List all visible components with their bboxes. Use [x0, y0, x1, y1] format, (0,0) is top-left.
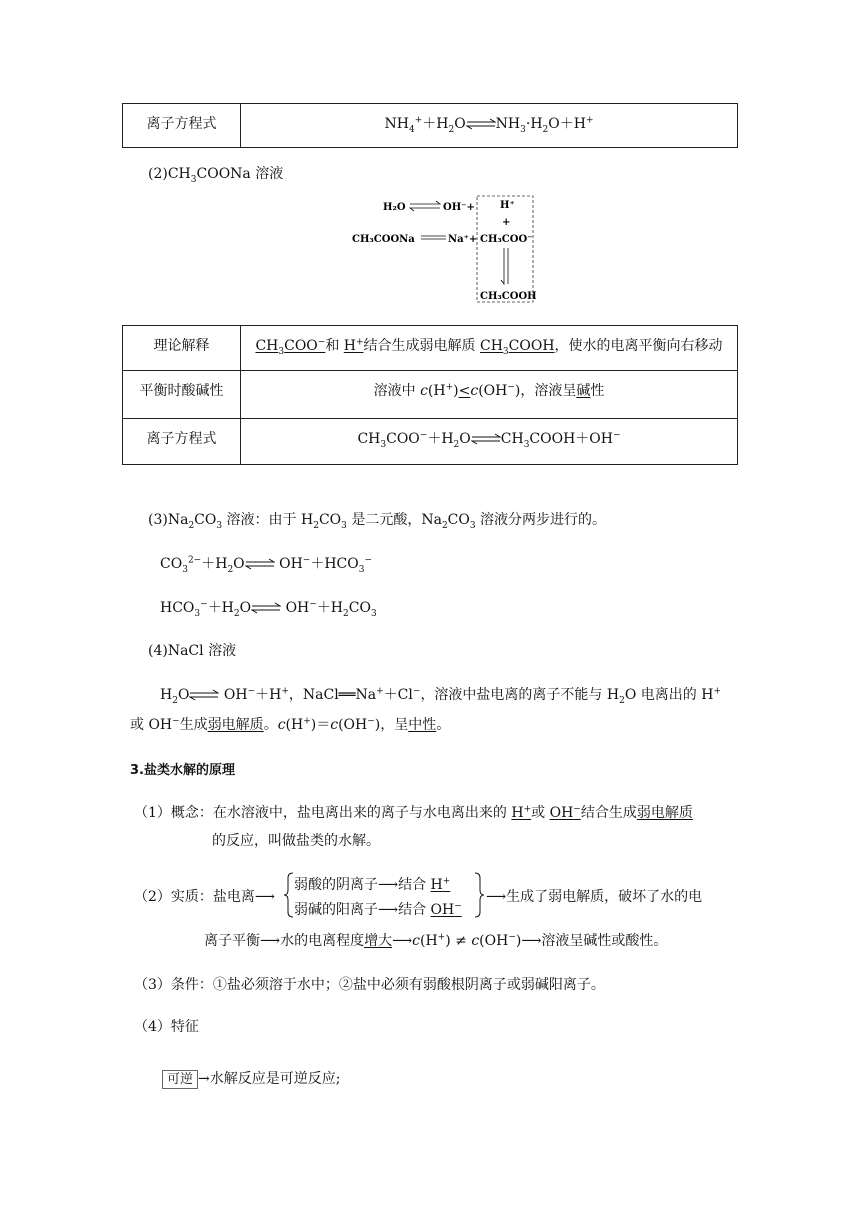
- ch3coo-hydrolysis-equation: $CH_3COO^-+H_2O$ $CH_3COOH+OH^-$: [241, 419, 738, 465]
- concept-line1: （1）概念：在水溶液中，盐电离出来的离子与水电离出来的 H+或 OH−结合生成弱电解质: [134, 804, 693, 821]
- diagram-ch3cooh: CH₃COOH: [480, 291, 537, 302]
- section-ch3coona-title: $(2)CH_3COONa$ 溶液: [148, 166, 284, 185]
- feature-title: （4）特征: [134, 1019, 199, 1035]
- diagram-dashed-box: [477, 196, 533, 302]
- heading-hydrolysis-principle: 3.盐类水解的原理: [130, 763, 235, 778]
- diagram-down-arrow-icon: [501, 248, 508, 284]
- table-ch3coona-analysis: [122, 325, 738, 465]
- reversible-box-label: 可逆: [162, 1070, 198, 1089]
- reversible-arrow-icon: [245, 558, 275, 570]
- essence-weak-acid-anion: 弱酸的阴离子⟶结合 H+: [294, 876, 451, 893]
- nacl-explanation-line1: $H_2O$ OH−＋H+，NaCl══Na+＋Cl−，溶液中盐电离的离子不能与 $H_2O$ 电离出的 H+: [160, 686, 721, 706]
- concept-line2: 的反应，叫做盐类的水解。: [212, 833, 380, 849]
- table-nh4-equation: [122, 103, 738, 148]
- nh4-hydrolysis-equation: $NH_4^++H_2O$ $NH_3\cdot H_2O+H^+$: [241, 104, 738, 148]
- section-na2co3-title: $(3)Na_2CO_3$ 溶液：由于 $H_2CO_3$ 是二元酸，$Na_2CO_3$ 溶液分两步进行的。: [148, 512, 607, 531]
- essence-result: ⟶生成了弱电解质，破坏了水的电: [486, 889, 703, 905]
- ch3coona-hydrolysis-diagram: [340, 192, 550, 306]
- theory-explanation: $CH_3COO^-$和 H+结合生成弱电解质 $CH_3COOH$，使水的电离平衡向右移动: [241, 326, 738, 371]
- essence-prefix: （2）实质：盐电离⟶: [134, 889, 275, 905]
- feature-reversible-text: →水解反应是可逆反应;: [198, 1071, 341, 1087]
- table-label-ionic-equation: 离子方程式: [123, 104, 241, 148]
- diagram-oh-minus: OH⁻+: [443, 202, 475, 213]
- diagram-reversible-arrow-icon: [410, 201, 440, 211]
- diagram-plus: +: [502, 217, 511, 228]
- reversible-arrow-icon: [471, 433, 501, 445]
- diagram-na-plus: Na⁺+: [448, 234, 478, 245]
- diagram-equals-arrow-icon: [421, 236, 446, 239]
- reversible-arrow-icon: [251, 602, 281, 614]
- section-nacl-title: (4)NaCl 溶液: [148, 643, 237, 659]
- na2co3-step1-equation: $CO_3^{2-}+H_2O$ $OH^-+HCO_3^-$: [160, 555, 373, 575]
- left-brace-icon: [284, 872, 294, 918]
- essence-weak-base-cation: 弱碱的阳离子⟶结合 OH−: [294, 901, 462, 918]
- na2co3-step2-equation: $HCO_3^-+H_2O$ $OH^-+H_2CO_3$: [160, 599, 377, 619]
- reversible-arrow-icon: [466, 118, 496, 130]
- right-brace-icon: [474, 872, 484, 918]
- table-label-ionic-equation-2: 离子方程式: [123, 419, 241, 465]
- diagram-h2o: H₂O: [383, 202, 406, 213]
- table-label-theory: 理论解释: [123, 326, 241, 371]
- diagram-ch3coo-minus: CH₃COO⁻: [480, 234, 533, 245]
- diagram-h-plus: H⁺: [500, 200, 515, 211]
- essence-line2: 离子平衡⟶水的电离程度增大⟶c(H+) ≠ c(OH−)⟶溶液呈碱性或酸性。: [204, 932, 668, 949]
- diagram-ch3coona: CH₃COONa: [352, 234, 415, 245]
- nacl-explanation-line2: 或 OH−生成弱电解质。c(H+)＝c(OH−)，呈中性。: [130, 716, 451, 733]
- condition-text: （3）条件：①盐必须溶于水中；②盐中必须有弱酸根阴离子或弱碱阳离子。: [134, 977, 605, 993]
- table-label-acidity: 平衡时酸碱性: [123, 371, 241, 419]
- feature-reversible: [162, 1068, 340, 1088]
- acidity-result: 溶液中 c(H+)<c(OH−)，溶液呈碱性: [241, 371, 738, 419]
- reversible-arrow-icon: [189, 689, 219, 701]
